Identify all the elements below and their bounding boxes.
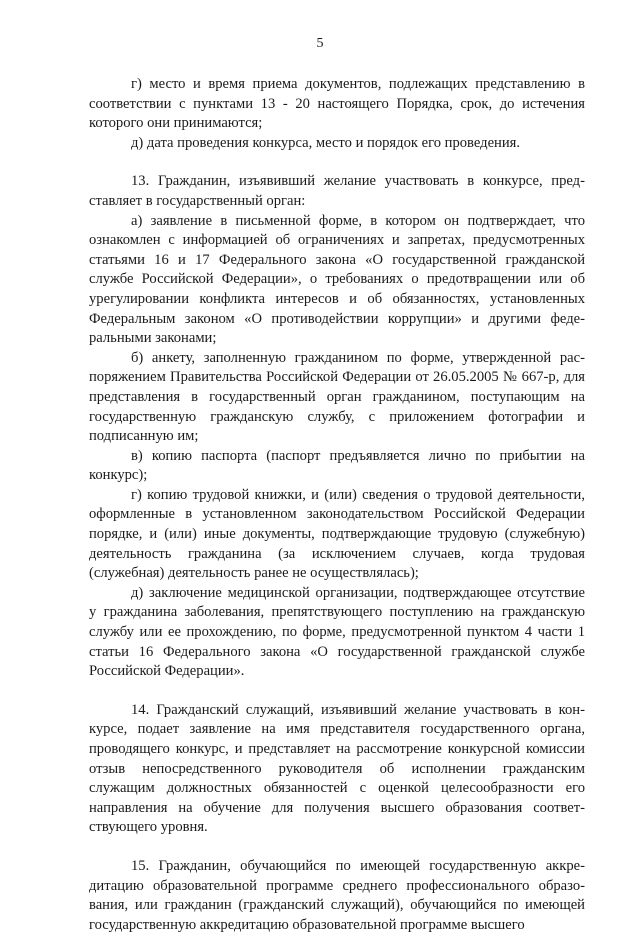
page-number: 5 [316,36,324,51]
clause-13-v: в) копию паспорта (паспорт предъявляется лично по прибытии на конкурс); [89,447,585,484]
clause-12-d: д) дата проведения конкурса, место и порядок его проведения. [131,134,521,151]
paragraph-gap [89,838,585,857]
document-body [89,75,585,935]
paragraph-gap [89,153,585,172]
clause-12-g: г) место и время приема документов, подлежащих представлению в соответствии с пунктами 13 - 20 настоящего Порядка, срок, до истечения которого они принимаются; [89,76,585,132]
clause-13-a: а) заявление в письменной форме, в котором он подтверждает, что ознакомлен с информацией об ограничениях и запретах, предусмотренных статьями 16 и 17 Федерального закона «О государственной гражданской службе Российской Федерации», о требованиях о предотвращении или об урегулировании конфликта интересов и об обязанностях, установленных Федеральным законом «О противодействии коррупции» и другими федеральными законами; [89,212,585,347]
clause-14: 14. Гражданский служащий, изъявивший желание участвовать в конкурсе, подает заявление на имя представителя государственного органа, проводящего конкурс, и представляет на рассмотрение конкурсной комиссии отзыв непосредственного руководителя об исполнении гражданским служащим должностных обязанностей с оценкой целесообразности его направления на обучение для получения высшего образования соответствующего уровня. [89,701,585,836]
clause-13-d: д) заключение медицинской организации, подтверждающее отсутствие у гражданина заболевания, препятствующего поступлению на гражданскую службу или ее прохождению, по форме, предусмотренной пунктом 4 части 1 статьи 16 Федерального закона «О государственной гражданской службе Российской Федерации». [89,584,585,680]
clause-13-intro: 13. Гражданин, изъявивший желание участвовать в конкурсе, представляет в государственный орган: [89,173,585,209]
clause-13-b: б) анкету, заполненную гражданином по форме, утвержденной распоряжением Правительства Российской Федерации от 26.05.2005 № 667-р, для представления в государственный орган гражданином, поступающим на государственную гражданскую службу, с приложением фотографии и подписанную им; [89,349,585,445]
clause-15: 15. Гражданин, обучающийся по имеющей государственную аккредитацию образовательной программе среднего профессионального образования, или гражданин (гражданский служащий), обучающийся по имеющей государственную аккредитацию образовательной программе высшего [89,857,585,933]
clause-13-g: г) копию трудовой книжки, и (или) сведения о трудовой деятельности, оформленные в установленном законодательством Российской Федерации порядке, и (или) иные документы, подтверждающие трудовую (служебную) деятельность гражданина (за исключением случаев, когда трудовая (служебная) деятельность ранее не осуществлялась); [89,486,585,582]
paragraph-gap [89,682,585,701]
